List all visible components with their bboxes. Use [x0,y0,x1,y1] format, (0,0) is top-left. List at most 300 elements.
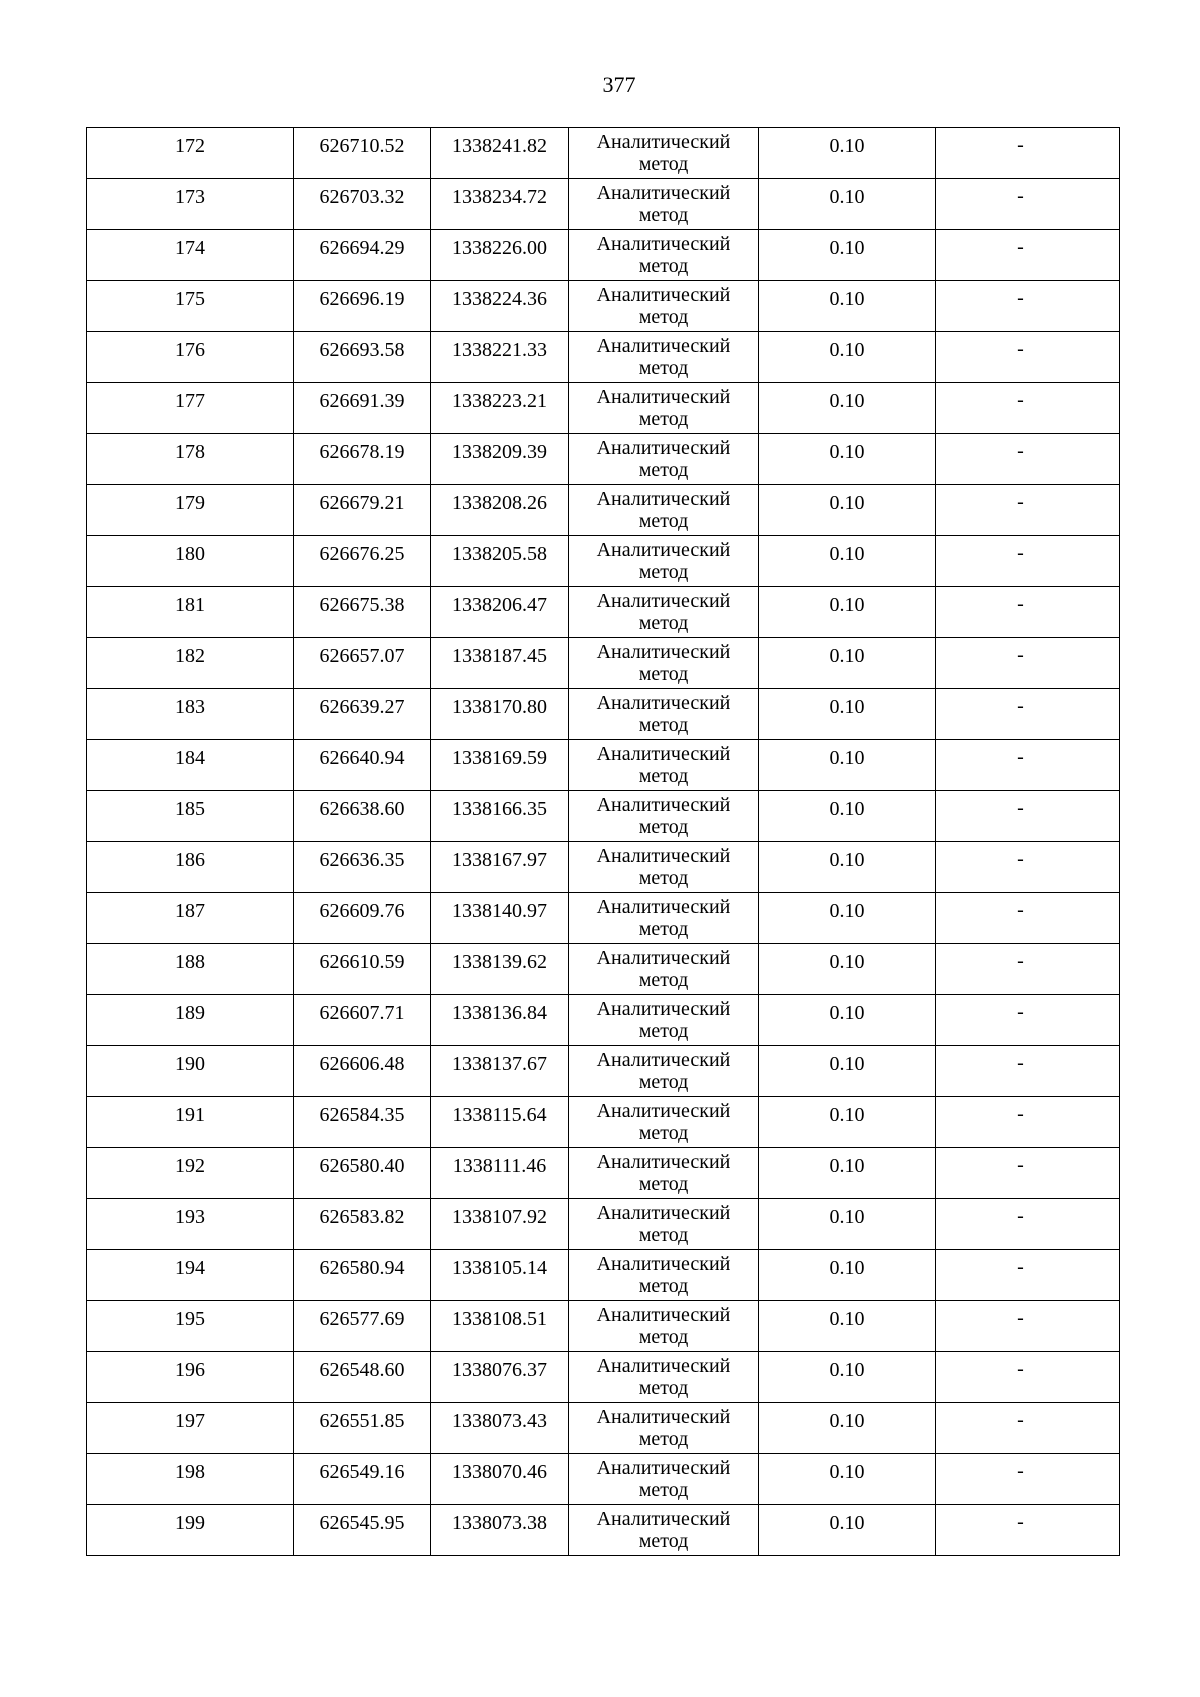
x-coordinate: 626696.19 [319,288,405,310]
x-coordinate: 626679.21 [319,492,405,514]
note-value: - [1017,1256,1024,1278]
method-cell [569,842,759,893]
x-coordinate: 626710.52 [319,135,405,157]
table-row [87,740,1120,791]
note-cell [936,587,1120,638]
accuracy-value: 0.10 [829,1257,865,1279]
y-coordinate: 1338073.43 [452,1410,547,1432]
accuracy-cell [759,128,936,179]
y-coordinate-cell [431,1505,569,1556]
accuracy-value: 0.10 [829,135,865,157]
table-row [87,1046,1120,1097]
y-coordinate-cell [431,740,569,791]
coordinates-table [86,127,1120,1556]
method-cell [569,638,759,689]
method-cell [569,332,759,383]
x-coordinate: 626549.16 [319,1461,405,1483]
point-number-cell [87,1046,294,1097]
point-number-cell [87,1454,294,1505]
point-number: 175 [175,288,205,310]
method-cell [569,1403,759,1454]
x-coordinate-cell [294,638,431,689]
point-number: 184 [175,747,205,769]
accuracy-value: 0.10 [829,339,865,361]
accuracy-value: 0.10 [829,390,865,412]
y-coordinate-cell [431,944,569,995]
method-cell [569,1505,759,1556]
y-coordinate-cell [431,1250,569,1301]
y-coordinate: 1338224.36 [452,288,547,310]
point-number: 173 [175,186,205,208]
method-line-2: метод [638,867,689,889]
y-coordinate-cell [431,536,569,587]
note-cell [936,1505,1120,1556]
note-value: - [1017,1103,1024,1125]
method-line-2: метод [638,612,689,634]
y-coordinate: 1338187.45 [452,645,547,667]
note-cell [936,638,1120,689]
y-coordinate-cell [431,434,569,485]
method-line-2: метод [638,255,689,277]
accuracy-value: 0.10 [829,1002,865,1024]
note-cell [936,740,1120,791]
y-coordinate-cell [431,281,569,332]
note-value: - [1017,287,1024,309]
method-cell [569,587,759,638]
accuracy-value: 0.10 [829,1512,865,1534]
x-coordinate: 626577.69 [319,1308,405,1330]
accuracy-cell [759,536,936,587]
accuracy-value: 0.10 [829,645,865,667]
y-coordinate: 1338166.35 [452,798,547,820]
note-value: - [1017,797,1024,819]
note-cell [936,128,1120,179]
point-number-cell [87,842,294,893]
table-row [87,1505,1120,1556]
method-line-1: Аналитический [596,1355,731,1377]
point-number-cell [87,944,294,995]
point-number: 199 [175,1512,205,1534]
note-cell [936,1454,1120,1505]
point-number: 176 [175,339,205,361]
y-coordinate-cell [431,230,569,281]
table-row [87,179,1120,230]
accuracy-value: 0.10 [829,1206,865,1228]
method-cell [569,995,759,1046]
point-number: 177 [175,390,205,412]
x-coordinate: 626606.48 [319,1053,405,1075]
x-coordinate: 626703.32 [319,186,405,208]
y-coordinate: 1338111.46 [452,1155,547,1177]
x-coordinate: 626638.60 [319,798,405,820]
note-value: - [1017,491,1024,513]
page-number: 377 [602,72,636,97]
method-cell [569,485,759,536]
y-coordinate-cell [431,842,569,893]
y-coordinate: 1338076.37 [452,1359,547,1381]
note-value: - [1017,593,1024,615]
table-row [87,1301,1120,1352]
note-value: - [1017,1460,1024,1482]
accuracy-cell [759,383,936,434]
method-line-2: метод [638,663,689,685]
x-coordinate-cell [294,791,431,842]
table-row [87,332,1120,383]
note-cell [936,842,1120,893]
x-coordinate-cell [294,485,431,536]
y-coordinate: 1338105.14 [452,1257,547,1279]
note-value: - [1017,1307,1024,1329]
x-coordinate: 626675.38 [319,594,405,616]
note-value: - [1017,440,1024,462]
method-line-1: Аналитический [596,641,731,663]
accuracy-cell [759,1352,936,1403]
table-row [87,383,1120,434]
method-line-2: метод [638,1275,689,1297]
method-line-2: метод [638,1020,689,1042]
point-number-cell [87,1097,294,1148]
accuracy-cell [759,1199,936,1250]
accuracy-cell [759,1046,936,1097]
table-row [87,281,1120,332]
method-cell [569,230,759,281]
y-coordinate-cell [431,1454,569,1505]
note-cell [936,332,1120,383]
accuracy-value: 0.10 [829,237,865,259]
table-row [87,1454,1120,1505]
note-value: - [1017,695,1024,717]
x-coordinate: 626610.59 [319,951,405,973]
note-value: - [1017,1511,1024,1533]
point-number: 181 [175,594,205,616]
y-coordinate: 1338170.80 [452,696,547,718]
x-coordinate: 626639.27 [319,696,405,718]
point-number: 193 [175,1206,205,1228]
x-coordinate-cell [294,740,431,791]
method-cell [569,179,759,230]
x-coordinate: 626691.39 [319,390,405,412]
accuracy-cell [759,740,936,791]
point-number: 178 [175,441,205,463]
y-coordinate: 1338115.64 [452,1104,547,1126]
method-line-1: Аналитический [596,998,731,1020]
note-cell [936,791,1120,842]
x-coordinate: 626676.25 [319,543,405,565]
accuracy-value: 0.10 [829,1410,865,1432]
accuracy-value: 0.10 [829,1359,865,1381]
accuracy-value: 0.10 [829,288,865,310]
note-value: - [1017,1409,1024,1431]
accuracy-cell [759,689,936,740]
method-line-1: Аналитический [596,1151,731,1173]
accuracy-value: 0.10 [829,1053,865,1075]
method-line-1: Аналитический [596,896,731,918]
y-coordinate-cell [431,1403,569,1454]
coordinates-table-body [87,128,1120,1556]
note-value: - [1017,134,1024,156]
x-coordinate-cell [294,383,431,434]
method-cell [569,1454,759,1505]
x-coordinate-cell [294,1505,431,1556]
y-coordinate: 1338137.67 [452,1053,547,1075]
accuracy-value: 0.10 [829,849,865,871]
method-line-1: Аналитический [596,1049,731,1071]
table-row [87,842,1120,893]
method-line-1: Аналитический [596,1406,731,1428]
accuracy-value: 0.10 [829,951,865,973]
accuracy-value: 0.10 [829,1308,865,1330]
y-coordinate-cell [431,332,569,383]
method-line-1: Аналитический [596,1457,731,1479]
point-number: 195 [175,1308,205,1330]
accuracy-cell [759,1250,936,1301]
note-cell [936,689,1120,740]
method-line-2: метод [638,969,689,991]
table-row [87,230,1120,281]
y-coordinate: 1338205.58 [452,543,547,565]
accuracy-cell [759,332,936,383]
x-coordinate: 626580.40 [319,1155,405,1177]
x-coordinate: 626640.94 [319,747,405,769]
note-cell [936,230,1120,281]
accuracy-cell [759,179,936,230]
accuracy-cell [759,1148,936,1199]
method-line-1: Аналитический [596,1508,731,1530]
method-cell [569,281,759,332]
note-cell [936,383,1120,434]
point-number-cell [87,740,294,791]
point-number: 186 [175,849,205,871]
note-cell [936,485,1120,536]
x-coordinate-cell [294,128,431,179]
x-coordinate: 626607.71 [319,1002,405,1024]
table-row [87,128,1120,179]
accuracy-value: 0.10 [829,747,865,769]
accuracy-value: 0.10 [829,1155,865,1177]
note-value: - [1017,389,1024,411]
accuracy-cell [759,230,936,281]
x-coordinate: 626657.07 [319,645,405,667]
y-coordinate: 1338221.33 [452,339,547,361]
y-coordinate-cell [431,587,569,638]
point-number: 194 [175,1257,205,1279]
point-number: 196 [175,1359,205,1381]
x-coordinate: 626548.60 [319,1359,405,1381]
method-cell [569,791,759,842]
x-coordinate-cell [294,893,431,944]
table-row [87,1403,1120,1454]
y-coordinate-cell [431,1046,569,1097]
method-cell [569,434,759,485]
method-line-1: Аналитический [596,437,731,459]
point-number-cell [87,485,294,536]
note-value: - [1017,1052,1024,1074]
accuracy-cell [759,842,936,893]
x-coordinate-cell [294,1250,431,1301]
method-line-2: метод [638,1173,689,1195]
accuracy-cell [759,434,936,485]
method-line-2: метод [638,510,689,532]
method-cell [569,1046,759,1097]
point-number-cell [87,1505,294,1556]
accuracy-value: 0.10 [829,900,865,922]
note-cell [936,1148,1120,1199]
method-cell [569,740,759,791]
y-coordinate-cell [431,638,569,689]
note-value: - [1017,1154,1024,1176]
method-line-2: метод [638,408,689,430]
point-number-cell [87,1148,294,1199]
method-line-2: метод [638,918,689,940]
method-line-2: метод [638,765,689,787]
method-line-1: Аналитический [596,794,731,816]
point-number: 190 [175,1053,205,1075]
method-line-2: метод [638,561,689,583]
point-number: 197 [175,1410,205,1432]
x-coordinate: 626551.85 [319,1410,405,1432]
method-cell [569,1352,759,1403]
accuracy-cell [759,893,936,944]
method-cell [569,1199,759,1250]
point-number: 187 [175,900,205,922]
accuracy-cell [759,944,936,995]
y-coordinate: 1338234.72 [452,186,547,208]
method-line-1: Аналитический [596,947,731,969]
x-coordinate-cell [294,1148,431,1199]
method-cell [569,383,759,434]
method-line-1: Аналитический [596,284,731,306]
y-coordinate-cell [431,995,569,1046]
point-number-cell [87,893,294,944]
table-row [87,1097,1120,1148]
accuracy-value: 0.10 [829,798,865,820]
method-line-2: метод [638,1479,689,1501]
point-number-cell [87,1301,294,1352]
method-line-2: метод [638,1377,689,1399]
y-coordinate-cell [431,1301,569,1352]
point-number-cell [87,1199,294,1250]
x-coordinate-cell [294,995,431,1046]
method-line-1: Аналитический [596,1202,731,1224]
y-coordinate: 1338139.62 [452,951,547,973]
y-coordinate: 1338223.21 [452,390,547,412]
x-coordinate-cell [294,1301,431,1352]
accuracy-value: 0.10 [829,594,865,616]
accuracy-cell [759,1505,936,1556]
y-coordinate: 1338206.47 [452,594,547,616]
x-coordinate-cell [294,1046,431,1097]
x-coordinate-cell [294,281,431,332]
y-coordinate: 1338070.46 [452,1461,547,1483]
x-coordinate-cell [294,536,431,587]
point-number-cell [87,179,294,230]
accuracy-value: 0.10 [829,1461,865,1483]
point-number-cell [87,791,294,842]
y-coordinate: 1338241.82 [452,135,547,157]
table-row [87,893,1120,944]
note-cell [936,281,1120,332]
method-cell [569,128,759,179]
method-line-2: метод [638,1224,689,1246]
point-number-cell [87,638,294,689]
note-value: - [1017,746,1024,768]
table-row [87,485,1120,536]
method-line-1: Аналитический [596,539,731,561]
method-line-2: метод [638,306,689,328]
table-row [87,587,1120,638]
y-coordinate-cell [431,893,569,944]
accuracy-value: 0.10 [829,543,865,565]
x-coordinate-cell [294,689,431,740]
note-cell [936,1352,1120,1403]
point-number: 185 [175,798,205,820]
y-coordinate-cell [431,383,569,434]
method-line-1: Аналитический [596,386,731,408]
method-line-2: метод [638,816,689,838]
method-line-1: Аналитический [596,743,731,765]
method-line-2: метод [638,714,689,736]
y-coordinate: 1338108.51 [452,1308,547,1330]
table-row [87,536,1120,587]
y-coordinate: 1338107.92 [452,1206,547,1228]
note-cell [936,536,1120,587]
y-coordinate-cell [431,791,569,842]
x-coordinate-cell [294,1403,431,1454]
method-cell [569,1097,759,1148]
note-cell [936,1199,1120,1250]
x-coordinate: 626583.82 [319,1206,405,1228]
x-coordinate-cell [294,1097,431,1148]
note-value: - [1017,185,1024,207]
table-row [87,791,1120,842]
x-coordinate-cell [294,434,431,485]
x-coordinate-cell [294,842,431,893]
note-value: - [1017,236,1024,258]
point-number-cell [87,281,294,332]
point-number-cell [87,1352,294,1403]
point-number-cell [87,383,294,434]
note-value: - [1017,644,1024,666]
y-coordinate: 1338136.84 [452,1002,547,1024]
note-value: - [1017,1358,1024,1380]
method-cell [569,944,759,995]
x-coordinate-cell [294,179,431,230]
method-line-2: метод [638,1530,689,1552]
method-cell [569,536,759,587]
table-row [87,944,1120,995]
note-value: - [1017,1205,1024,1227]
point-number-cell [87,332,294,383]
point-number: 179 [175,492,205,514]
accuracy-cell [759,638,936,689]
method-line-2: метод [638,1071,689,1093]
method-line-1: Аналитический [596,182,731,204]
note-value: - [1017,338,1024,360]
accuracy-cell [759,587,936,638]
table-row [87,434,1120,485]
method-line-1: Аналитический [596,488,731,510]
note-cell [936,944,1120,995]
x-coordinate: 626693.58 [319,339,405,361]
note-cell [936,1403,1120,1454]
method-line-1: Аналитический [596,1304,731,1326]
note-cell [936,893,1120,944]
point-number-cell [87,1403,294,1454]
point-number-cell [87,995,294,1046]
method-line-2: метод [638,1428,689,1450]
note-value: - [1017,848,1024,870]
x-coordinate: 626678.19 [319,441,405,463]
